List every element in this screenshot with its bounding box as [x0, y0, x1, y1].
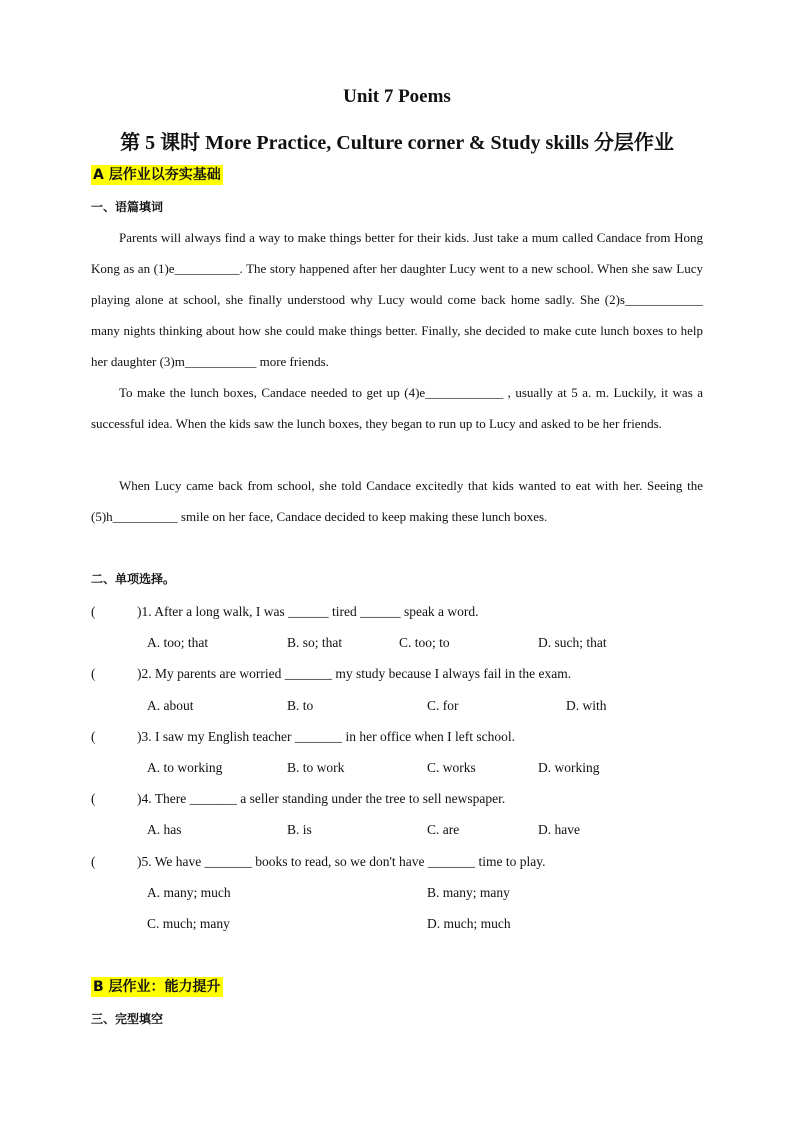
option-a: A. about	[147, 698, 194, 713]
unit-title: Unit 7 Poems	[343, 86, 451, 107]
option-b: B. to work	[287, 760, 345, 775]
question-text: )4. There _______ a seller standing under the tree to sell newspaper.	[137, 791, 506, 806]
option-a: A. has	[147, 822, 182, 837]
question-text: )5. We have _______ books to read, so we don't have _______ time to play.	[137, 854, 546, 869]
section-b-label: B 层作业：能力提升	[93, 979, 221, 995]
option-b: B. many; many	[427, 885, 510, 900]
option-a: A. to working	[147, 760, 223, 775]
answer-bracket[interactable]: (	[91, 666, 96, 681]
option-c: C. much; many	[147, 916, 230, 931]
question-text: )2. My parents are worried _______ my study because I always fail in the exam.	[137, 666, 572, 681]
question-5	[91, 853, 703, 871]
option-d: D. working	[538, 760, 600, 775]
part1-heading: 一、语篇填词	[91, 200, 164, 214]
lesson-title: 第 5 课时 More Practice, Culture corner & Study skills 分层作业	[120, 132, 674, 154]
section-a-label: A 层作业以夯实基础	[93, 167, 221, 183]
option-c: C. too; to	[399, 635, 450, 650]
option-b: B. so; that	[287, 635, 343, 650]
option-d: D. such; that	[538, 635, 607, 650]
question-4	[91, 790, 703, 808]
question-2	[91, 665, 703, 683]
part2-heading: 二、单项选择。	[91, 572, 176, 586]
answer-bracket[interactable]: (	[91, 791, 96, 806]
option-b: B. is	[287, 822, 312, 837]
answer-bracket[interactable]: (	[91, 604, 96, 619]
question-1	[91, 603, 703, 621]
question-text: )1. After a long walk, I was ______ tired ______ speak a word.	[137, 604, 479, 619]
option-a: A. many; much	[147, 885, 231, 900]
option-c: C. for	[427, 698, 459, 713]
option-b: B. to	[287, 698, 314, 713]
option-d: D. have	[538, 822, 580, 837]
question-text: )3. I saw my English teacher _______ in her office when I left school.	[137, 729, 516, 744]
answer-bracket[interactable]: (	[91, 729, 96, 744]
option-c: C. are	[427, 822, 460, 837]
passage-paragraph-2: To make the lunch boxes, Candace needed to get up (4)e____________ , usually at 5 a. m. Luckily, it was a successful idea. When the kids saw the lunch boxes, they began to run up to Lucy and asked to be her friends.	[91, 385, 703, 431]
option-d: D. with	[566, 698, 607, 713]
part3-heading: 三、完型填空	[91, 1012, 164, 1026]
passage-paragraph-1: Parents will always find a way to make things better for their kids. Just take a mum called Candace from Hong Kong as an (1)e__________. The story happened after her daughter Lucy went to a new school. When she saw Lucy playing alone at school, she finally understood why Lucy would come back home sadly. She (2)s____________ many nights thinking about how she could make things better. Finally, she decided to make cute lunch boxes to help her daughter (3)m___________ more friends.	[91, 230, 703, 369]
answer-bracket[interactable]: (	[91, 854, 96, 869]
question-3	[91, 728, 703, 746]
option-c: C. works	[427, 760, 476, 775]
option-d: D. much; much	[427, 916, 511, 931]
passage-paragraph-3: When Lucy came back from school, she told Candace excitedly that kids wanted to eat with her. Seeing the (5)h__________ smile on her face, Candace decided to keep making these lunch boxes.	[91, 478, 703, 524]
option-a: A. too; that	[147, 635, 209, 650]
